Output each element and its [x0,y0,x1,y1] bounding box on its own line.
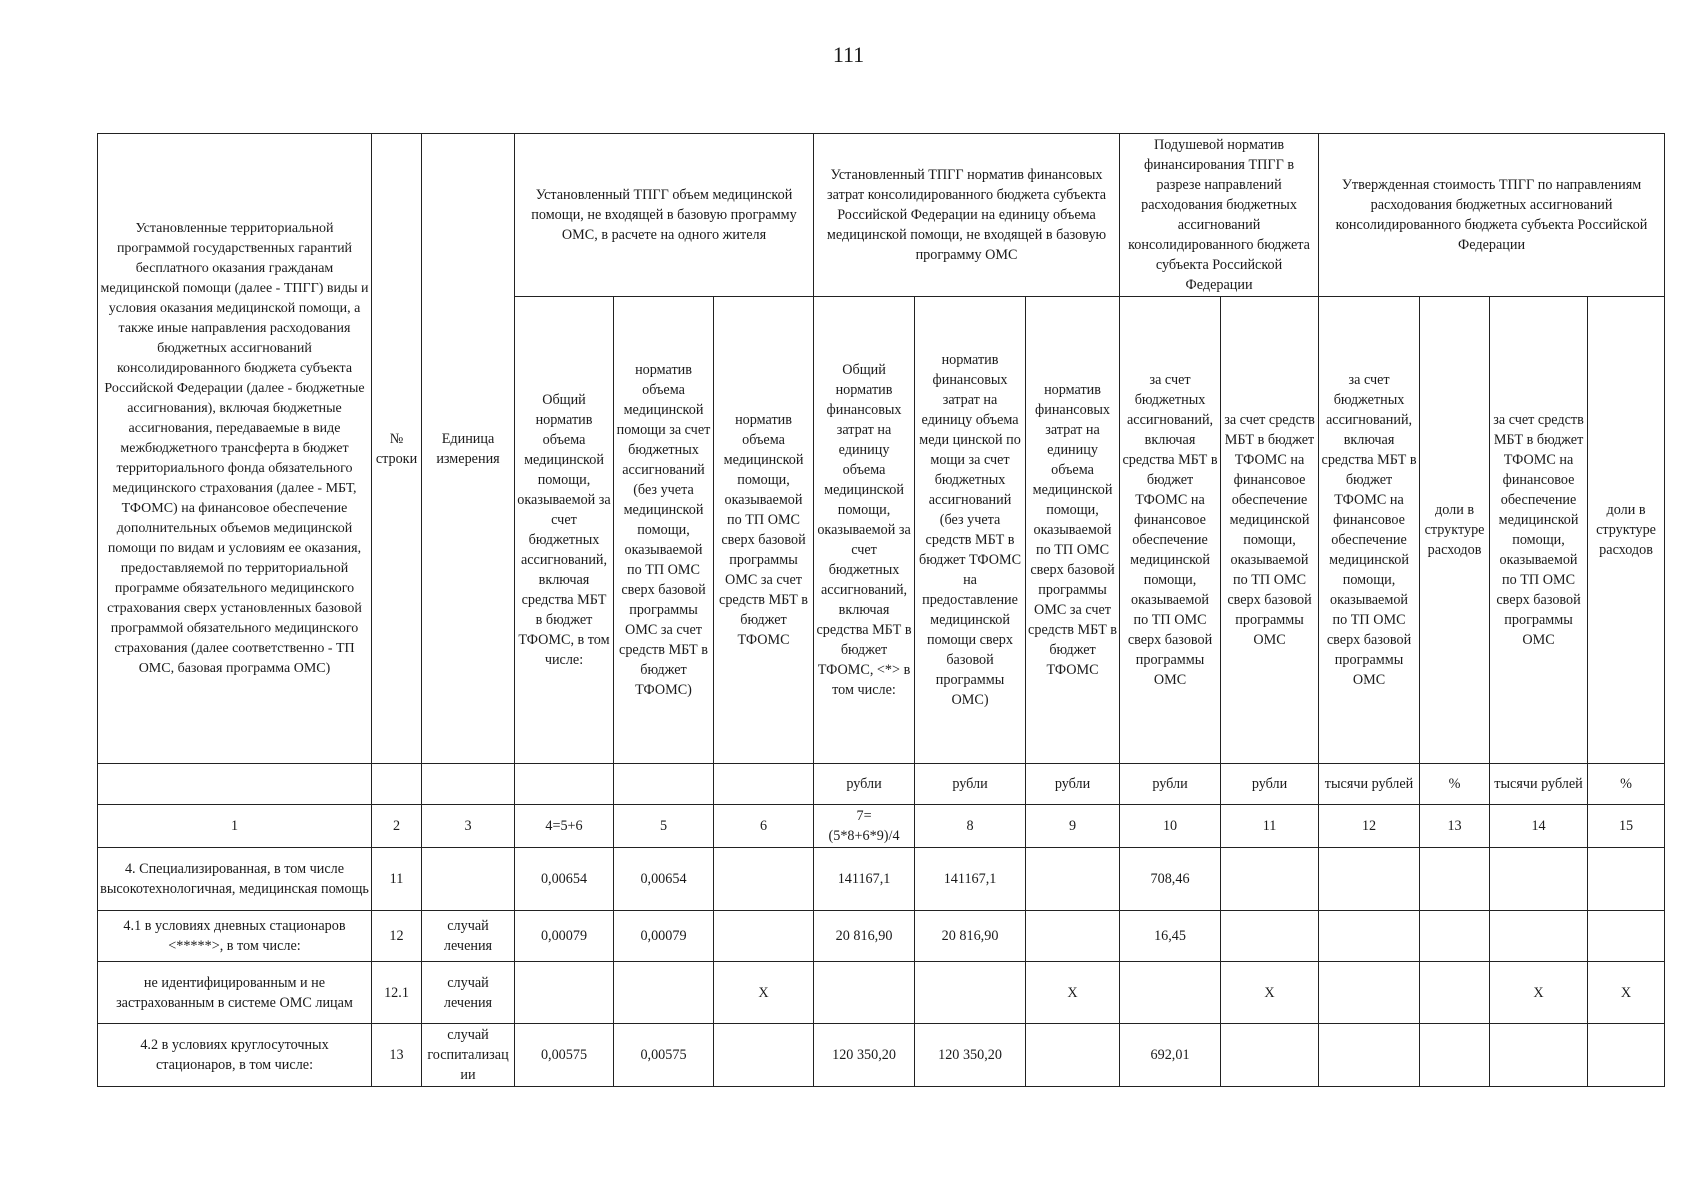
unit-cell: рубли [915,764,1026,805]
cell-value [1420,962,1490,1024]
unit-cell [422,764,515,805]
header-col-6: норматив объема медицинской помощи, оказываемой по ТП ОМС сверх базовой программы ОМС за счет средств МБТ в бюджет ТФОМС [714,297,814,764]
col-number: 15 [1588,805,1665,848]
cell-value: 708,46 [1120,848,1221,911]
row-number: 12.1 [372,962,422,1024]
header-col-15: доли в структуре расходов [1588,297,1665,764]
row-label: 4.1 в условиях дневных стационаров <*****>, в том числе: [98,911,372,962]
cell-value: 0,00575 [515,1024,614,1087]
row-label: 4.2 в условиях круглосуточных стационаров, в том числе: [98,1024,372,1087]
cell-value [1026,1024,1120,1087]
table-row [98,1024,1665,1087]
cell-value: 0,00654 [515,848,614,911]
unit-cell [372,764,422,805]
cell-value: X [714,962,814,1024]
cell-value: X [1221,962,1319,1024]
cell-value [1120,962,1221,1024]
cell-value [1420,911,1490,962]
cell-value: 0,00079 [515,911,614,962]
col-number: 1 [98,805,372,848]
header-col-2: № строки [372,134,422,764]
cell-value [1490,848,1588,911]
col-number: 12 [1319,805,1420,848]
col-number: 3 [422,805,515,848]
row-number: 11 [372,848,422,911]
header-col-4: Общий норматив объема медицинской помощи, оказываемой за счет бюджетных ассигнований, включая средства МБТ в бюджет ТФОМС, в том числе: [515,297,614,764]
cell-value: 20 816,90 [814,911,915,962]
header-col-5: норматив объема медицинской помощи за счет бюджетных ассигнований (без учета медицинской помощи, оказываемой по ТП ОМС сверх базовой программы ОМС за счет средств МБТ в бюджет ТФОМС) [614,297,714,764]
header-col-10: за счет бюджетных ассигнований, включая средства МБТ в бюджет ТФОМС на финансовое обеспечение медицинской помощи, оказываемой по ТП ОМС сверх базовой программы ОМС [1120,297,1221,764]
cell-value: 120 350,20 [814,1024,915,1087]
header-row-groups [98,134,1665,297]
cell-value [1221,911,1319,962]
cell-value: 692,01 [1120,1024,1221,1087]
header-col-8: норматив финансовых затрат на единицу объема меди цинской по мощи за счет бюджетных ассигнований (без учета средств МБТ в бюджет ТФОМС на предоставление медицинской помощи сверх базовой программы ОМС) [915,297,1026,764]
cell-value [515,962,614,1024]
row-unit: случай лечения [422,911,515,962]
cell-value [1319,911,1420,962]
table-row [98,911,1665,962]
header-group-cost: Утвержденная стоимость ТПГГ по направлениям расходования бюджетных ассигнований консолидированного бюджета субъекта Российской Федерации [1319,134,1665,297]
header-col-13: доли в структуре расходов [1420,297,1490,764]
row-unit [422,848,515,911]
header-col-12: за счет бюджетных ассигнований, включая средства МБТ в бюджет ТФОМС на финансовое обеспечение медицинской помощи, оказываемой по ТП ОМС сверх базовой программы ОМС [1319,297,1420,764]
header-col-9: норматив финансовых затрат на единицу объема медицинской помощи, оказываемой по ТП ОМС сверх базовой программы ОМС за счет средств МБТ в бюджет ТФОМС [1026,297,1120,764]
row-unit: случай госпитализац ии [422,1024,515,1087]
row-label: 4. Специализированная, в том числе высокотехнологичная, медицинская помощь [98,848,372,911]
cell-value: 0,00079 [614,911,714,962]
header-group-norm: Установленный ТПГГ норматив финансовых затрат консолидированного бюджета субъекта Российской Федерации на единицу объема медицинской помощи, не входящей в базовую программу ОМС [814,134,1120,297]
cell-value: 141167,1 [814,848,915,911]
cell-value: 16,45 [1120,911,1221,962]
col-number: 11 [1221,805,1319,848]
cell-value: 0,00654 [614,848,714,911]
row-number: 13 [372,1024,422,1087]
col-number: 10 [1120,805,1221,848]
col-number: 8 [915,805,1026,848]
row-unit: случай лечения [422,962,515,1024]
cell-value: 20 816,90 [915,911,1026,962]
cell-value [1319,962,1420,1024]
cell-value [714,911,814,962]
header-group-volume: Установленный ТПГГ объем медицинской помощи, не входящей в базовую программу ОМС, в расчете на одного жителя [515,134,814,297]
unit-cell [515,764,614,805]
column-numbers-row [98,805,1665,848]
unit-cell: рубли [1026,764,1120,805]
cell-value [1221,1024,1319,1087]
cell-value: 120 350,20 [915,1024,1026,1087]
cell-value [1319,1024,1420,1087]
financing-table [97,133,1665,1087]
col-number: 6 [714,805,814,848]
cell-value [614,962,714,1024]
unit-cell [714,764,814,805]
header-col-7: Общий норматив финансовых затрат на единицу объема медицинской помощи, оказываемой за счет бюджетных ассигнований, включая средства МБТ в бюджет ТФОМС, <*> в том числе: [814,297,915,764]
col-number: 14 [1490,805,1588,848]
cell-value [1588,911,1665,962]
row-label: не идентифицированным и не застрахованным в системе ОМС лицам [98,962,372,1024]
cell-value [1319,848,1420,911]
cell-value: X [1490,962,1588,1024]
table-row [98,962,1665,1024]
col-number: 7= (5*8+6*9)/4 [814,805,915,848]
col-number: 9 [1026,805,1120,848]
unit-cell: % [1588,764,1665,805]
header-col-3: Единица измерения [422,134,515,764]
cell-value [1588,1024,1665,1087]
unit-cell: рубли [814,764,915,805]
header-col-11: за счет средств МБТ в бюджет ТФОМС на финансовое обеспечение медицинской помощи, оказываемой по ТП ОМС сверх базовой программы ОМС [1221,297,1319,764]
cell-value: X [1026,962,1120,1024]
unit-cell [614,764,714,805]
cell-value [814,962,915,1024]
cell-value [714,1024,814,1087]
header-group-percapita: Подушевой норматив финансирования ТПГГ в разрезе направлений расходования бюджетных ассигнований консолидированного бюджета субъекта Российской Федерации [1120,134,1319,297]
table-row [98,848,1665,911]
header-col-14: за счет средств МБТ в бюджет ТФОМС на финансовое обеспечение медицинской помощи, оказываемой по ТП ОМС сверх базовой программы ОМС [1490,297,1588,764]
col-number: 5 [614,805,714,848]
cell-value [714,848,814,911]
cell-value [1490,1024,1588,1087]
cell-value [915,962,1026,1024]
unit-cell: рубли [1120,764,1221,805]
units-row [98,764,1665,805]
row-number: 12 [372,911,422,962]
cell-value [1420,848,1490,911]
cell-value: X [1588,962,1665,1024]
cell-value: 0,00575 [614,1024,714,1087]
cell-value [1026,848,1120,911]
cell-value [1490,911,1588,962]
unit-cell: % [1420,764,1490,805]
unit-cell [98,764,372,805]
unit-cell: тысячи рублей [1490,764,1588,805]
cell-value [1588,848,1665,911]
cell-value: 141167,1 [915,848,1026,911]
unit-cell: тысячи рублей [1319,764,1420,805]
unit-cell: рубли [1221,764,1319,805]
col-number: 2 [372,805,422,848]
header-col-1: Установленные территориальной программой государственных гарантий бесплатного оказания гражданам медицинской помощи (далее - ТПГГ) виды и условия оказания медицинской помощи, а также иные направления расходования бюджетных ассигнований консолидированного бюджета субъекта Российской Федерации (далее - бюджетные ассигнования), включая бюджетные ассигнования, передаваемые в виде межбюджетного трансферта в бюджет территориального фонда обязательного медицинского страхования (далее - МБТ, ТФОМС) на финансовое обеспечение дополнительных объемов медицинской помощи по видам и условиям ее оказания, предоставляемой по территориальной программе обязательного медицинского страхования сверх установленных базовой программой обязательного медицинского страхования (далее соответственно - ТП ОМС, базовая программа ОМС) [98,134,372,764]
col-number: 4=5+6 [515,805,614,848]
cell-value [1221,848,1319,911]
cell-value [1420,1024,1490,1087]
cell-value [1026,911,1120,962]
page-number: 111 [832,42,865,67]
col-number: 13 [1420,805,1490,848]
